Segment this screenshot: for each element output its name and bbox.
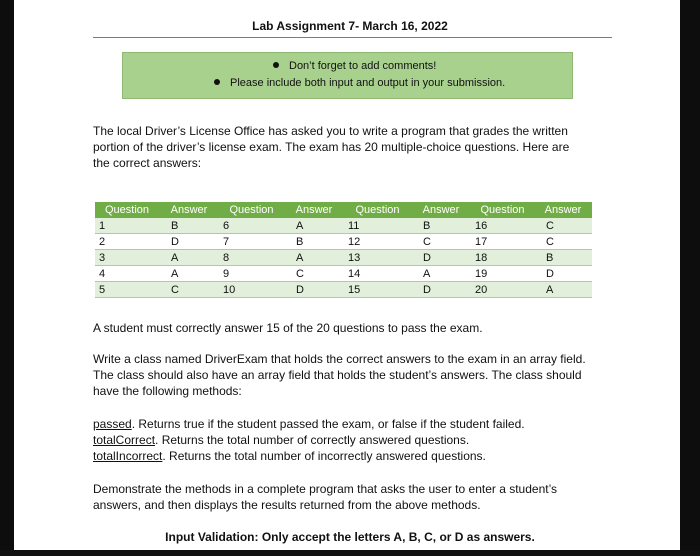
right-dark-edge — [680, 0, 700, 556]
answer-key-table — [95, 202, 592, 298]
method-name-totalcorrect: totalCorrect — [93, 433, 156, 447]
header-answer: Answer — [159, 202, 219, 218]
header-question: Question — [344, 202, 411, 218]
answer-cell: D — [411, 250, 471, 266]
question-cell: 5 — [95, 282, 159, 298]
answer-cell: C — [534, 218, 592, 234]
bullet-icon — [273, 62, 279, 68]
question-cell: 3 — [95, 250, 159, 266]
answer-cell: D — [534, 266, 592, 282]
answer-cell: D — [411, 282, 471, 298]
question-cell: 2 — [95, 234, 159, 250]
methods-list — [93, 416, 588, 464]
question-cell: 15 — [344, 282, 411, 298]
question-cell: 6 — [219, 218, 284, 234]
answer-cell: C — [159, 282, 219, 298]
answer-cell: B — [284, 234, 344, 250]
table-row — [95, 266, 592, 282]
method-name-passed: passed — [93, 417, 132, 431]
class-description-paragraph: Write a class named DriverExam that holds the correct answers to the exam in an array field. The class should also have an array field that holds the student’s answers. The class should have the following methods: — [93, 352, 586, 398]
answer-cell: A — [534, 282, 592, 298]
question-cell: 17 — [471, 234, 534, 250]
notes-box — [122, 52, 573, 99]
answer-cell: C — [411, 234, 471, 250]
bullet-icon — [214, 79, 220, 85]
note-item — [273, 60, 436, 72]
header-question: Question — [95, 202, 159, 218]
answer-cell: C — [534, 234, 592, 250]
intro-paragraph: The local Driver’s License Office has asked you to write a program that grades the written portion of the driver’s license exam. The exam has 20 multiple-choice questions. Here are the correct answers: — [93, 124, 570, 170]
method-item — [93, 448, 588, 464]
question-cell: 8 — [219, 250, 284, 266]
question-cell: 16 — [471, 218, 534, 234]
header-answer: Answer — [284, 202, 344, 218]
method-item — [93, 432, 588, 448]
answer-cell: C — [284, 266, 344, 282]
table-row — [95, 250, 592, 266]
header-question: Question — [471, 202, 534, 218]
document-title: Lab Assignment 7- March 16, 2022 — [252, 19, 448, 33]
title-underline — [93, 37, 612, 38]
answer-cell: B — [534, 250, 592, 266]
answer-cell: B — [159, 218, 219, 234]
method-item — [93, 416, 588, 432]
header-question: Question — [219, 202, 284, 218]
question-cell: 1 — [95, 218, 159, 234]
question-cell: 12 — [344, 234, 411, 250]
note-text: Don’t forget to add comments! — [289, 60, 437, 72]
question-cell: 20 — [471, 282, 534, 298]
pass-rule-paragraph: A student must correctly answer 15 of the 20 questions to pass the exam. — [93, 321, 483, 335]
answer-cell: B — [411, 218, 471, 234]
table-row — [95, 282, 592, 298]
question-cell: 9 — [219, 266, 284, 282]
answer-cell: A — [159, 266, 219, 282]
method-description: . Returns the total number of incorrectly answered questions. — [162, 449, 486, 463]
question-cell: 13 — [344, 250, 411, 266]
question-cell: 10 — [219, 282, 284, 298]
answer-cell: D — [284, 282, 344, 298]
table-header-row — [95, 202, 592, 218]
input-validation-note: Input Validation: Only accept the letters A, B, C, or D as answers. — [165, 530, 535, 544]
answer-cell: A — [284, 218, 344, 234]
note-text: Please include both input and output in your submission. — [230, 77, 506, 89]
method-description: . Returns the total number of correctly answered questions. — [155, 433, 470, 447]
left-dark-edge — [0, 0, 14, 556]
answer-cell: A — [411, 266, 471, 282]
table-row — [95, 218, 592, 234]
method-description: . Returns true if the student passed the exam, or false if the student failed. — [131, 417, 525, 431]
answer-cell: A — [284, 250, 344, 266]
question-cell: 14 — [344, 266, 411, 282]
bottom-dark-edge — [0, 550, 700, 556]
note-item — [214, 77, 505, 89]
question-cell: 18 — [471, 250, 534, 266]
question-cell: 11 — [344, 218, 411, 234]
demo-paragraph: Demonstrate the methods in a complete program that asks the user to enter a student’s answers, and then displays the results returned from the above methods. — [93, 482, 558, 512]
header-answer: Answer — [411, 202, 471, 218]
table-row — [95, 234, 592, 250]
answer-cell: D — [159, 234, 219, 250]
header-answer: Answer — [534, 202, 592, 218]
method-name-totalincorrect: totalIncorrect — [93, 449, 163, 463]
question-cell: 4 — [95, 266, 159, 282]
question-cell: 7 — [219, 234, 284, 250]
question-cell: 19 — [471, 266, 534, 282]
answer-cell: A — [159, 250, 219, 266]
